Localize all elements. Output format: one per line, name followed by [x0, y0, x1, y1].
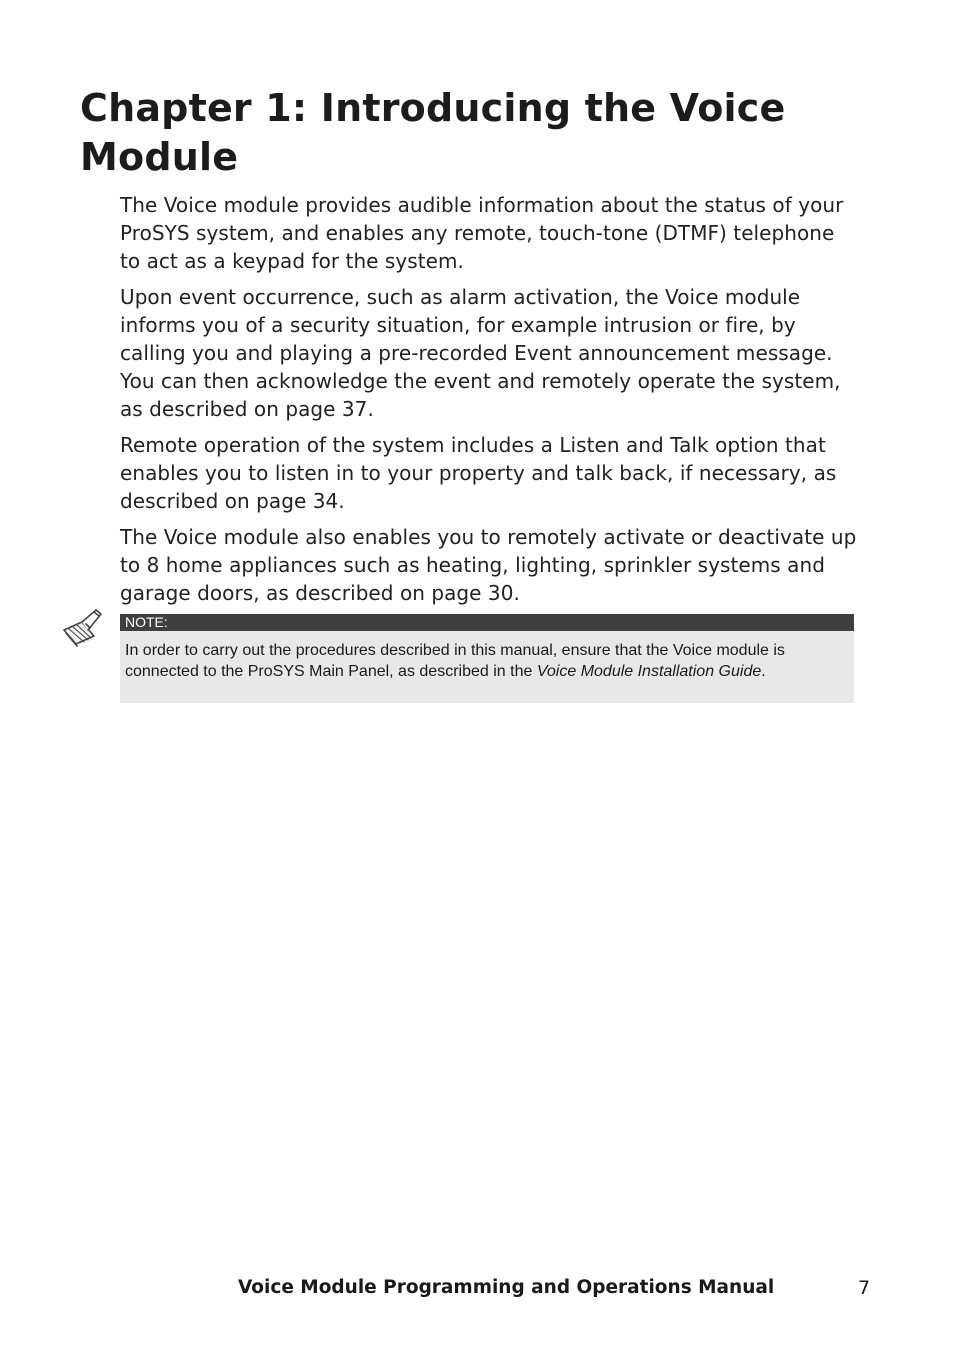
- note-guide-title: Voice Module Installation Guide: [536, 662, 762, 680]
- note-box: [120, 614, 854, 703]
- footer-manual-title: Voice Module Programming and Operations Manual: [238, 1277, 775, 1298]
- note-header: NOTE:: [120, 614, 854, 631]
- paragraph-3: Remote operation of the system includes a Listen and Talk option that enables you to listen in to your property and talk back, if necessary, as described on page 34.: [120, 433, 837, 513]
- page-number: 7: [858, 1277, 871, 1299]
- note-body: [120, 631, 854, 682]
- chapter-title-line-2: Module: [80, 135, 239, 179]
- note-pad-icon: [60, 606, 104, 650]
- paragraph-2: Upon event occurrence, such as alarm activation, the Voice module informs you of a security situation, for example intrusion or fire, by calling you and playing a pre-recorded Event announcement message. You can then acknowledge the event and remotely operate the system, as described on page 37.: [120, 285, 841, 421]
- paragraph-1: The Voice module provides audible information about the status of your ProSYS system, and enables any remote, touch-tone (DTMF) telephone to act as a keypad for the system.: [120, 193, 844, 273]
- chapter-title-line-1: Chapter 1: Introducing the Voice: [80, 86, 786, 130]
- note-text: In order to carry out the procedures described in this manual, ensure that the Voice module is connected to the ProSYS Main Panel, as described in the: [125, 642, 785, 680]
- paragraph-4: The Voice module also enables you to remotely activate or deactivate up to 8 home appliances such as heating, lighting, sprinkler systems and garage doors, as described on page 30.: [120, 525, 857, 605]
- chapter-title: [80, 84, 880, 182]
- body-text: [120, 191, 860, 615]
- note-text-end: .: [761, 662, 766, 680]
